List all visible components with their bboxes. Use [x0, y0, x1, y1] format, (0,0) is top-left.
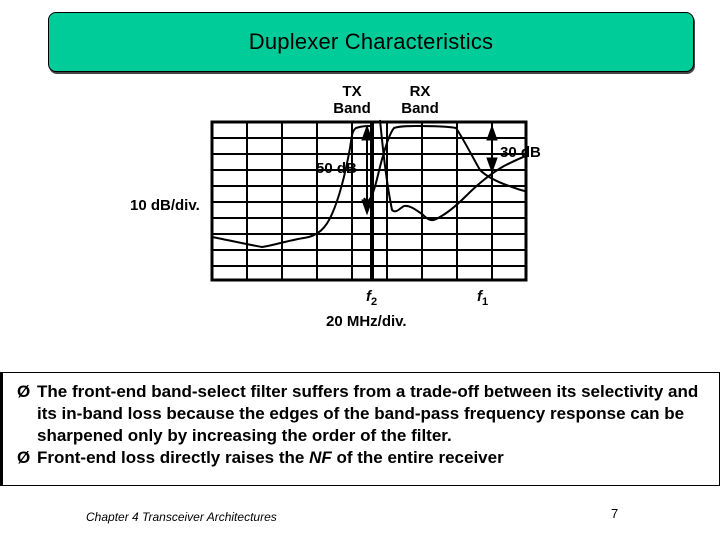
- tx-label-line1: TX: [342, 83, 362, 100]
- y-scale-label: 10 dB/div.: [130, 197, 200, 214]
- bullet-arrow-icon: Ø: [17, 382, 31, 401]
- bullet-arrow-icon: Ø: [17, 448, 31, 467]
- bullet-text-box: [0, 372, 720, 486]
- rx-label-line1: RX: [409, 83, 431, 100]
- f1-label: $f_1$: [477, 288, 489, 308]
- x-scale-label: 20 MHz/div.: [326, 313, 407, 330]
- f2-label: $f_2$: [366, 288, 378, 308]
- bullet-text: The front-end band-select filter suffers from a trade-off between its selectivity and its in-band loss because the edges of the band-pass frequency response can be sharpened only by increasing the order of the filter.: [37, 382, 699, 445]
- rx-label-line2: Band: [401, 100, 439, 117]
- footer-chapter: Chapter 4 Transceiver Architectures: [86, 510, 277, 524]
- marker-30db-arrow: [487, 126, 497, 172]
- page-number: 7: [611, 506, 619, 521]
- bullet-item: [17, 381, 717, 447]
- bullet-text: Front-end loss directly raises the NF of the entire receiver: [37, 448, 504, 467]
- bullet-item: [17, 447, 717, 469]
- bullet-list: [17, 381, 717, 469]
- slide-title: Duplexer Characteristics: [248, 29, 494, 54]
- marker-30db-label: 30 dB: [500, 144, 541, 161]
- marker-50db-label: 50 dB: [316, 160, 357, 177]
- tx-label-line2: Band: [333, 100, 371, 117]
